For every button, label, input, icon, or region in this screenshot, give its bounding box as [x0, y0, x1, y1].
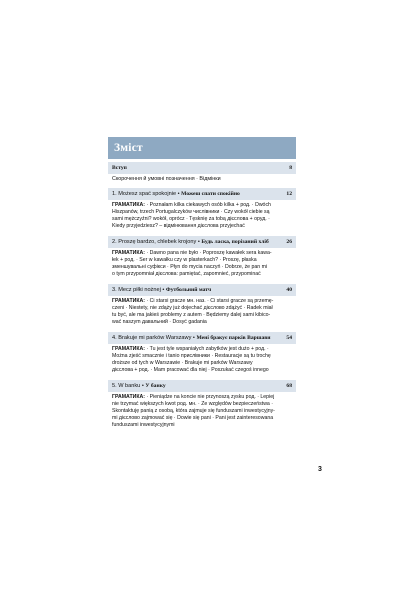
page-number: 3 [318, 466, 322, 473]
chapter-page: 68 [286, 383, 292, 389]
grammar-line: nie trzymać większych kwot род. мн. · Ze względów bezpieczeństwa · [112, 401, 273, 407]
chapter-title: 2. Proszę bardzo, chlebek krojony • Будь ласка, порізаний хліб [112, 239, 269, 245]
chapter-page: 40 [286, 287, 292, 293]
grammar-line: ГРАМАТИКА: · Tu jest tyle wspaniałych zabytków jest dużo + род. · [112, 346, 269, 352]
abbreviations-line: Скорочення й умовні позначення · Відмінки [112, 176, 221, 182]
grammar-line: tu być, ale ma jakieś problemy z autem · Będziemy dalej sami kibico- [112, 312, 271, 318]
toc-heading: Зміст [114, 142, 143, 154]
chapter-grammar [108, 392, 296, 432]
chapter-title-polish: 1. Możesz spać spokojnie [112, 191, 177, 197]
grammar-line: czeni · Niestety, nie zdąży już dojechać дієслово zdążyć · Radek miał [112, 305, 273, 311]
table-of-contents [108, 137, 296, 432]
chapter-page: 26 [286, 239, 292, 245]
grammar-label: ГРАМАТИКА: [112, 202, 146, 208]
chapter-grammar [108, 200, 296, 233]
grammar-line: Kiedy przyjedziesz? – відмінювання дієслова przyjechać [112, 223, 245, 229]
toc-heading-bar [108, 137, 296, 159]
toc-entry-chapter-2[interactable] [108, 236, 296, 248]
grammar-line: дієслова + род. · Mam pracować dla niej · Poszukać czegoś innego [112, 367, 269, 373]
intro-title: Вступ [112, 165, 127, 171]
chapter-title: 5. W banku • У банку [112, 383, 166, 389]
grammar-label: ГРАМАТИКА: [112, 346, 146, 352]
grammar-label: ГРАМАТИКА: [112, 250, 146, 256]
chapter-title-polish: 3. Mecz piłki nożnej [112, 287, 161, 293]
chapter-subtitle: Футбольний матч [165, 287, 212, 293]
chapter-subtitle: У банку [145, 383, 166, 389]
chapter-page: 54 [286, 335, 292, 341]
grammar-line: Hiszpanów, trzech Portugalczyków числівники · Czy wokół ciebie są [112, 209, 270, 215]
chapter-page: 12 [286, 191, 292, 197]
chapter-grammar [108, 296, 296, 329]
chapter-subtitle: Можеш спати спокійно [181, 191, 240, 197]
grammar-line: o tym przypomniał дієслова: pamiętać, zapomnieć, przypominać [112, 271, 261, 277]
grammar-line: ГРАМАТИКА: · Poznałam kilka ciekawych osób kilka + род. · Dwóch [112, 202, 271, 208]
grammar-line: sami mężczyźni? wokół, oprócz · Tęsknię za tobą дієслова + оруд. · [112, 216, 270, 222]
intro-page: 8 [289, 165, 292, 171]
chapter-grammar [108, 344, 296, 377]
chapter-subtitle: Мені бракує парків Варшави [196, 335, 271, 341]
toc-entry-chapter-4[interactable] [108, 332, 296, 344]
grammar-line: ГРАМАТИКА: · Ci starsi gracze мн. наз. · Ci starsi gracze są przemę- [112, 298, 274, 304]
chapter-title: 1. Możesz spać spokojnie • Можеш спати спокійно [112, 191, 240, 197]
chapter-title: 3. Mecz piłki nożnej • Футбольний матч [112, 287, 212, 293]
toc-entry-chapter-1[interactable] [108, 188, 296, 200]
grammar-label: ГРАМАТИКА: [112, 298, 146, 304]
toc-entry-intro[interactable] [108, 162, 296, 174]
chapter-title: 4. Brakuje mi parków Warszawy • Мені бракує парків Варшави [112, 335, 271, 341]
chapter-title-polish: 2. Proszę bardzo, chlebek krojony [112, 239, 197, 245]
grammar-line: funduszami inwestycyjnymi [112, 422, 175, 428]
chapter-title-polish: 4. Brakuje mi parków Warszawy [112, 335, 192, 341]
grammar-line: łek + род. · Ser w kawałku czy w plasterkach? · Proszę, płaska [112, 257, 257, 263]
chapter-grammar [108, 248, 296, 281]
chapter-subtitle: Будь ласка, порізаний хліб [201, 239, 269, 245]
toc-entry-chapter-5[interactable] [108, 380, 296, 392]
grammar-line: mi дієслово zajmować się · Dowie się pani · Pani jest zainteresowana [112, 415, 274, 421]
grammar-line: ГРАМАТИКА: · Dawno pana nie było · Poproszę kawałek sera kawa- [112, 250, 272, 256]
grammar-line: droższe od tych w Warszawie · Brakuje mi parków Warszawy [112, 360, 253, 366]
grammar-line: wać naszym давальний · Dosyć gadania [112, 319, 207, 325]
grammar-label: ГРАМАТИКА: [112, 394, 146, 400]
grammar-line: Można zjeść smacznie i tanio прислівники · Restauracje są tu trochę [112, 353, 271, 359]
grammar-line: зменшувальні суфікси · Płyn do mycia naczyń · Dobrze, że pan mi [112, 264, 268, 270]
chapter-title-polish: 5. W banku [112, 383, 141, 389]
toc-entry-chapter-3[interactable] [108, 284, 296, 296]
grammar-line: ГРАМАТИКА: · Pieniądze na koncie nie przynoszą zysku род. · Lepiej [112, 394, 275, 400]
grammar-line: Skontaktuję panią z osobą, która zajmuje się funduszami inwestycyjny- [112, 408, 275, 414]
